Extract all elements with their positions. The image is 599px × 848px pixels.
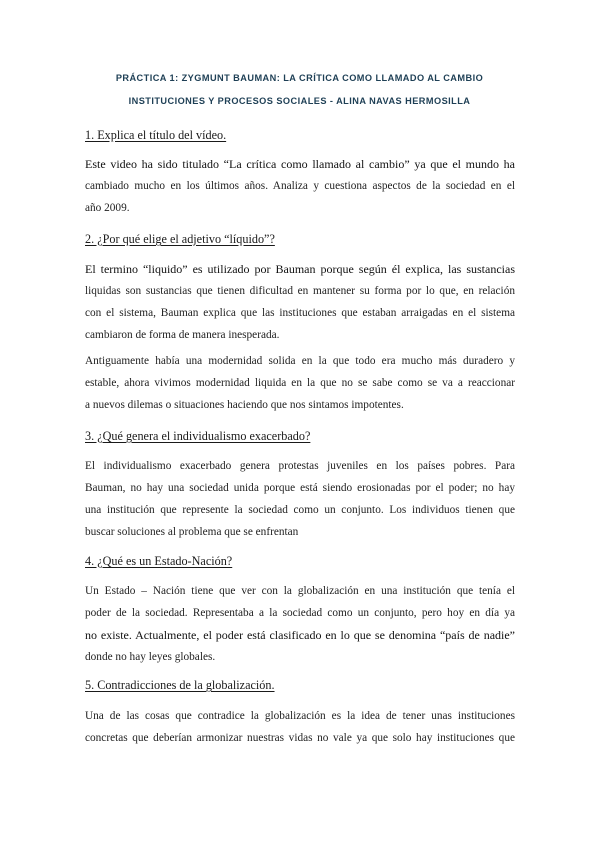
answer-3-paragraph-1	[85, 455, 515, 543]
paragraph-line: Este video ha sido titulado “La crítica como llamado al cambio” ya que el mundo ha	[85, 157, 515, 171]
answer-2-paragraph-1	[85, 258, 515, 346]
question-3-heading: 3. ¿Qué genera el individualismo exacerbado?	[85, 429, 311, 443]
paragraph-line: a nuevos dilemas o situaciones haciendo que nos sintamos impotentes.	[85, 399, 404, 411]
paragraph-line: no existe. Actualmente, el poder está clasificado en lo que se denomina “país de nadie”	[85, 628, 515, 642]
question-1-heading: 1. Explica el título del vídeo.	[85, 128, 227, 142]
paragraph-line: Bauman, no hay una sociedad unida porque está siendo erosionadas por el poder; no hay	[85, 482, 515, 494]
answer-1-paragraph-1	[85, 153, 515, 219]
question-4-heading: 4. ¿Qué es un Estado-Nación?	[85, 554, 233, 568]
paragraph-line: estable, ahora vivimos modernidad liquida en la que no se sabe como se va a reaccionar	[85, 377, 515, 389]
paragraph-line: donde no hay leyes globales.	[85, 651, 216, 663]
paragraph-line: Una de las cosas que contradice la globalización es la idea de tener unas instituciones	[85, 710, 515, 722]
paragraph-line: El termino “liquido” es utilizado por Bauman porque según él explica, las sustancias	[85, 262, 515, 276]
answer-4-paragraph-1	[85, 580, 515, 668]
question-2-heading: 2. ¿Por qué elige el adjetivo “líquido”?	[85, 232, 275, 246]
paragraph-line: año 2009.	[85, 202, 130, 214]
answer-5-paragraph-1	[85, 705, 515, 749]
paragraph-line: Antiguamente había una modernidad solida en la que todo era mucho más duradero y	[85, 355, 515, 367]
paragraph-line: liquidas son sustancias que tienen dificultad en mantener su forma por lo que, en relación	[85, 285, 515, 297]
paragraph-line: concretas que deberían armonizar nuestras vidas no vale ya que solo hay instituciones que	[85, 732, 515, 744]
document-title-line-1: PRÁCTICA 1: ZYGMUNT BAUMAN: LA CRÍTICA COMO LLAMADO AL CAMBIO	[115, 73, 484, 83]
paragraph-line: cambiaron de forma de manera inesperada.	[85, 329, 280, 341]
paragraph-line: poder de la sociedad. Representaba a la sociedad como un conjunto, pero hoy en día ya	[85, 607, 515, 619]
paragraph-line: Un Estado – Nación tiene que ver con la globalización en una institución que tenía el	[85, 585, 515, 597]
paragraph-line: cambiado mucho en los últimos años. Analiza y cuestiona aspectos de la sociedad en el	[85, 180, 515, 192]
paragraph-line: con el sistema, Bauman explica que las instituciones que estaban arraigadas en el sistema	[85, 307, 515, 319]
paragraph-line: buscar soluciones al problema que se enfrentan	[85, 526, 299, 538]
paragraph-line: El individualismo exacerbado genera protestas juveniles en los países pobres. Para	[85, 460, 515, 472]
question-5-heading: 5. Contradicciones de la globalización.	[85, 678, 275, 692]
document-title-line-2: INSTITUCIONES Y PROCESOS SOCIALES - ALINA NAVAS HERMOSILLA	[128, 96, 471, 106]
answer-2-paragraph-2	[85, 350, 515, 416]
paragraph-line: una institución que represente la sociedad como un conjunto. Los individuos tienen que	[85, 504, 515, 516]
